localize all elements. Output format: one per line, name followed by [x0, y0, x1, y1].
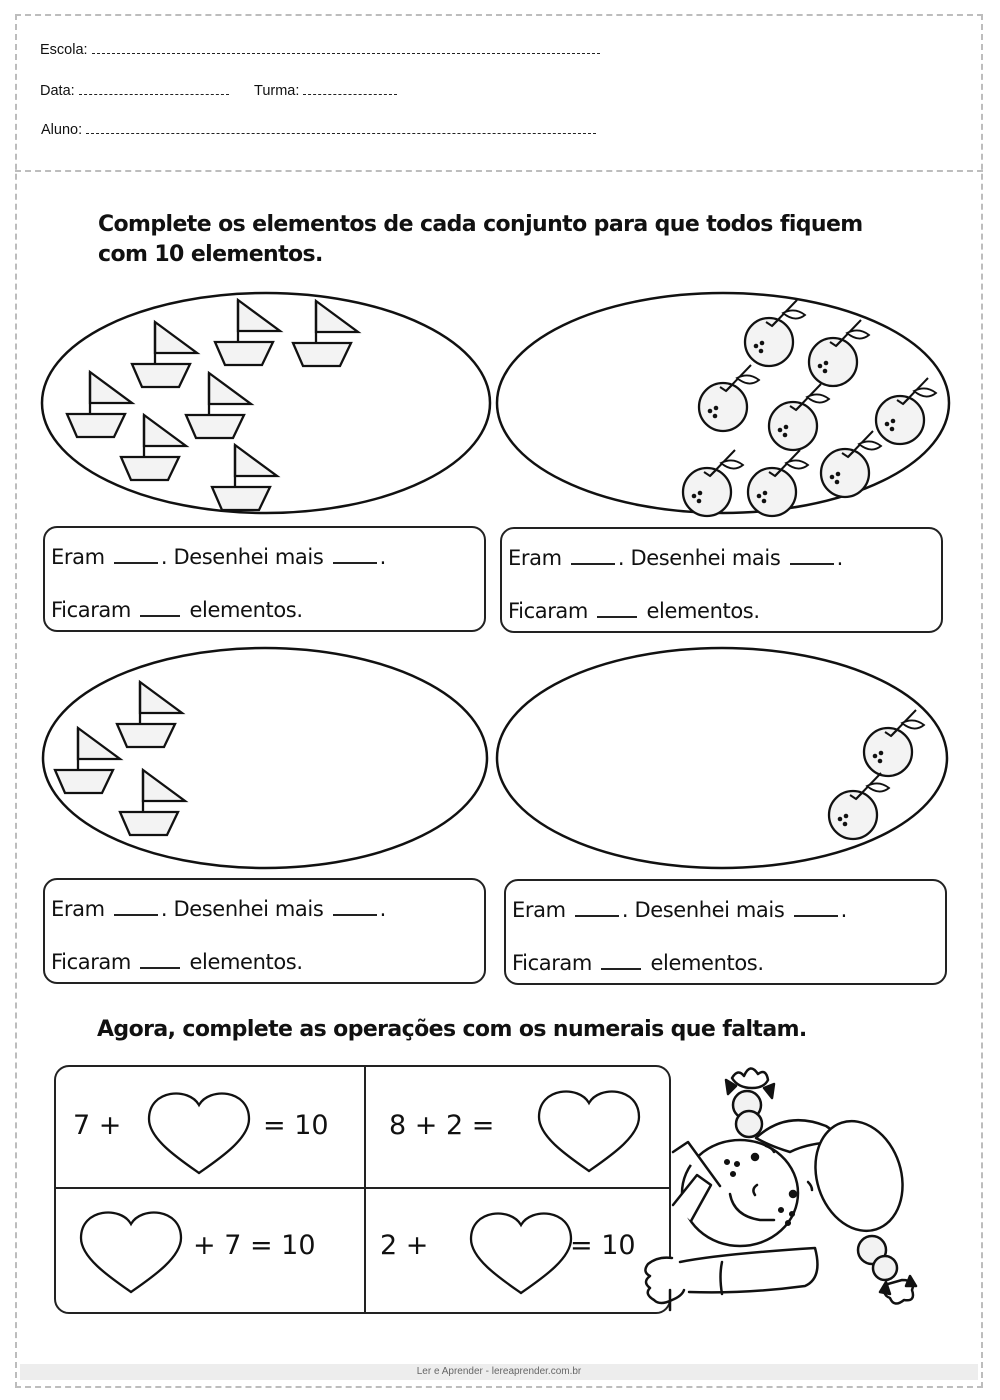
answer-line-1 — [512, 898, 847, 922]
boats-set-2 — [43, 648, 487, 868]
girl-eye-left — [752, 1154, 758, 1160]
answer-box-2 — [500, 527, 943, 633]
top-pigtail — [726, 1068, 774, 1137]
date-label: Data: — [40, 83, 75, 99]
ficaram-label: Ficaram — [512, 951, 592, 975]
op1-left: 7 + — [73, 1110, 122, 1141]
section2-title: Agora, complete as operações com os numerais que faltam. — [97, 1017, 807, 1042]
eram-blank[interactable] — [114, 912, 158, 916]
ficaram-blank[interactable] — [140, 965, 180, 969]
class-label: Turma: — [254, 83, 300, 99]
footer-bar — [20, 1364, 978, 1380]
bottom-pigtail — [858, 1236, 916, 1304]
eram-blank[interactable] — [114, 560, 158, 564]
answer-line-1 — [51, 545, 386, 569]
op1-right: = 10 — [263, 1110, 329, 1141]
elementos-label: elementos. — [189, 950, 303, 974]
oranges-set-1 — [497, 293, 949, 516]
ficaram-blank[interactable] — [597, 614, 637, 618]
eram-blank[interactable] — [571, 561, 615, 565]
answer-line-2 — [51, 950, 303, 974]
eram-label: Eram — [51, 897, 105, 921]
answer-line-2 — [51, 598, 303, 622]
section1-title-line2: com 10 elementos. — [98, 242, 323, 267]
ficaram-label: Ficaram — [51, 598, 131, 622]
op4-right: = 10 — [570, 1230, 636, 1261]
answer-line-1 — [51, 897, 386, 921]
girl-arm — [680, 1248, 817, 1292]
eram-label: Eram — [508, 546, 562, 570]
answer-box-4 — [504, 879, 947, 985]
eram-blank[interactable] — [575, 913, 619, 917]
period: . — [836, 546, 843, 570]
op4-left: 2 + — [380, 1230, 429, 1261]
answer-line-2 — [508, 599, 760, 623]
elementos-label: elementos. — [646, 599, 760, 623]
eram-label: Eram — [512, 898, 566, 922]
girl-hand — [645, 1258, 684, 1303]
answer-line-2 — [512, 951, 764, 975]
desenhei-blank[interactable] — [333, 560, 377, 564]
period: . — [840, 898, 847, 922]
elementos-label: elementos. — [650, 951, 764, 975]
op2-left: 8 + 2 = — [389, 1110, 495, 1141]
girl-eyebrow-right — [808, 1182, 812, 1190]
eram-label: Eram — [51, 545, 105, 569]
boats-set-1 — [42, 293, 490, 513]
op3-right: + 7 = 10 — [193, 1230, 316, 1261]
answer-line-1 — [508, 546, 843, 570]
desenhei-blank[interactable] — [790, 561, 834, 565]
ficaram-label: Ficaram — [51, 950, 131, 974]
desenhei-mais-label: . Desenhei mais — [621, 898, 785, 922]
desenhei-blank[interactable] — [333, 912, 377, 916]
answer-box-1 — [43, 526, 486, 632]
ficaram-blank[interactable] — [601, 966, 641, 970]
student-label: Aluno: — [41, 122, 83, 138]
ficaram-blank[interactable] — [140, 613, 180, 617]
desenhei-mais-label: . Desenhei mais — [160, 897, 324, 921]
elementos-label: elementos. — [189, 598, 303, 622]
desenhei-blank[interactable] — [794, 913, 838, 917]
answer-box-3 — [43, 878, 486, 984]
girl-eye-right — [790, 1191, 796, 1197]
desenhei-mais-label: . Desenhei mais — [160, 545, 324, 569]
girl-illustration — [645, 1068, 916, 1310]
ficaram-label: Ficaram — [508, 599, 588, 623]
desenhei-mais-label: . Desenhei mais — [617, 546, 781, 570]
school-label: Escola: — [40, 42, 88, 58]
period: . — [379, 897, 386, 921]
oranges-set-2 — [497, 648, 947, 868]
period: . — [379, 545, 386, 569]
section1-title-line1: Complete os elementos de cada conjunto para que todos fiquem — [98, 212, 863, 237]
footer-text: Ler e Aprender - lereaprender.com.br — [416, 1366, 582, 1377]
